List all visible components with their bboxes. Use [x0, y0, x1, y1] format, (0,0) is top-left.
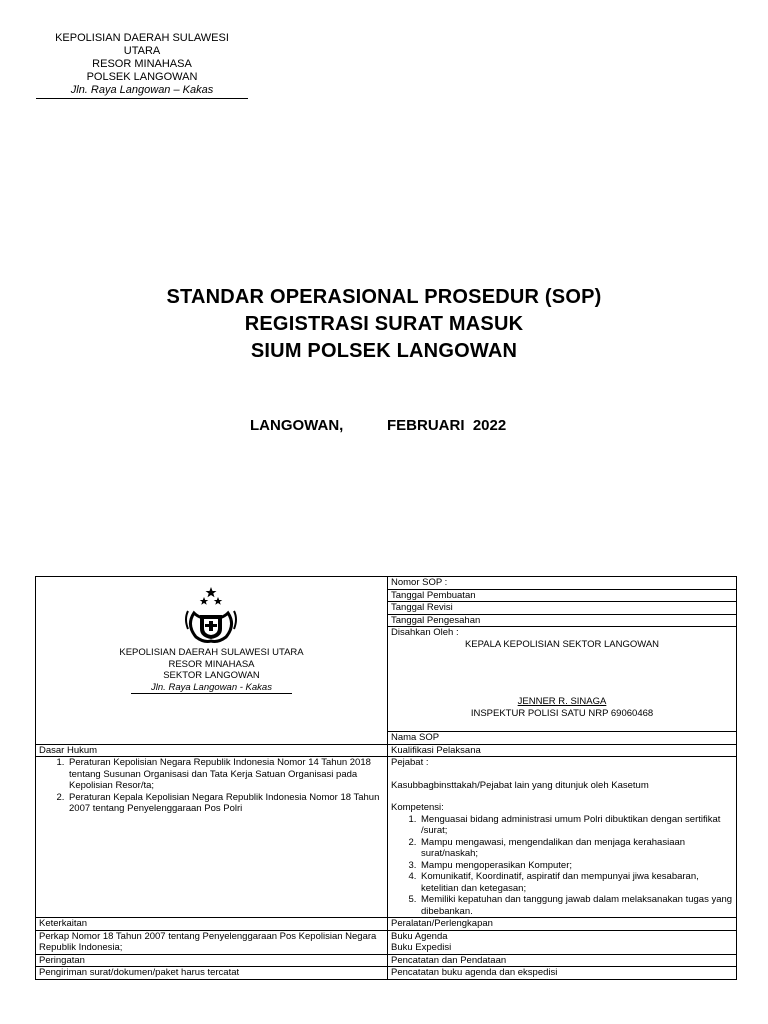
list-item: 4. Komunikatif, Koordinatif, aspiratif dan mempunyai jiwa kesabaran, ketelitian dan ketegasan; [419, 871, 733, 894]
peralatan-cell [388, 930, 737, 954]
nama-sop-cell: Nama SOP [388, 732, 737, 745]
pencatatan-buku-cell: Pencatatan buku agenda dan ekspedisi [388, 967, 737, 980]
dasar-hukum-list [39, 757, 384, 815]
org-header-cell [36, 577, 388, 745]
peralatan-header: Peralatan/Perlengkapan [388, 918, 737, 931]
sop-table [35, 576, 737, 980]
date-month-year: FEBRUARI 2022 [387, 417, 507, 434]
kapolsek-title: KEPALA KEPOLISIAN SEKTOR LANGOWAN [464, 638, 660, 650]
list-item: 1. Peraturan Kepolisian Negara Republik Indonesia Nomor 14 Tahun 2018 tentang Susunan Organisasi dan Tata Kerja Satuan Organisasi pada Kepolisian Resor/ta; [67, 757, 384, 792]
dasar-hukum-header: Dasar Hukum [36, 744, 388, 757]
org-line-3: SEKTOR LANGOWAN [163, 670, 260, 681]
title-line-2: REGISTRASI SURAT MASUK [244, 313, 524, 335]
disahkan-oleh-label: Disahkan Oleh : [391, 627, 459, 638]
tanggal-pengesahan-cell: Tanggal Pengesahan [388, 614, 737, 627]
kompetensi-list [391, 814, 733, 918]
letterhead [36, 32, 248, 99]
dasar-hukum-cell [36, 757, 388, 918]
buku-expedisi: Buku Expedisi [391, 942, 452, 953]
org-line-1: KEPOLISIAN DAERAH SULAWESI UTARA [119, 647, 304, 658]
signer-rank: INSPEKTUR POLISI SATU NRP 69060468 [470, 707, 654, 719]
polri-emblem-icon [176, 585, 246, 647]
kompetensi-label: Kompetensi: [391, 802, 444, 813]
list-item: 1. Menguasai bidang administrasi umum Polri dibuktikan dengan sertifikat /surat; [419, 814, 733, 837]
tanggal-revisi-cell: Tanggal Revisi [388, 602, 737, 615]
letterhead-line-1: KEPOLISIAN DAERAH SULAWESI UTARA [55, 32, 229, 57]
list-item: 5. Memiliki kepatuhan dan tanggung jawab dalam melaksanakan tugas yang dibebankan. [419, 894, 733, 917]
title-line-3: SIUM POLSEK LANGOWAN [250, 340, 518, 362]
document-title [0, 284, 768, 365]
list-item: 2. Peraturan Kepala Kepolisian Negara Republik Indonesia Nomor 18 Tahun 2007 tentang Penyelenggaraan Pos Polri [67, 792, 384, 815]
org-address: Jln. Raya Langowan - Kakas [131, 682, 292, 695]
list-item: 3. Mampu mengoperasikan Komputer; [419, 860, 733, 872]
pengiriman-cell: Pengiriman surat/dokumen/paket harus tercatat [36, 967, 388, 980]
letterhead-line-3: POLSEK LANGOWAN [86, 71, 198, 83]
kualifikasi-header: Kualifikasi Pelaksana [388, 744, 737, 757]
org-line-2: RESOR MINAHASA [168, 658, 255, 670]
signer-name: JENNER R. SINAGA [517, 696, 607, 707]
tanggal-pembuatan-cell: Tanggal Pembuatan [388, 589, 737, 602]
letterhead-address: Jln. Raya Langowan – Kakas [36, 84, 248, 99]
pencatatan-header: Pencatatan dan Pendataan [388, 954, 737, 967]
title-line-1: STANDAR OPERASIONAL PROSEDUR (SOP) [166, 286, 602, 308]
date-place: LANGOWAN, [250, 417, 344, 434]
disahkan-oleh-cell [388, 627, 737, 732]
list-item: 2. Mampu mengawasi, mengendalikan dan menjaga kerahasiaan surat/naskah; [419, 837, 733, 860]
letterhead-line-2: RESOR MINAHASA [92, 58, 192, 70]
keterkaitan-header: Keterkaitan [36, 918, 388, 931]
pejabat-label: Pejabat : [391, 757, 429, 768]
peringatan-header: Peringatan [36, 954, 388, 967]
kualifikasi-cell [388, 757, 737, 918]
nomor-sop-cell: Nomor SOP : [388, 577, 737, 590]
perkap-cell: Perkap Nomor 18 Tahun 2007 tentang Penyelenggaraan Pos Kepolisian Negara Republik Indonesia; [36, 930, 388, 954]
buku-agenda: Buku Agenda [391, 930, 448, 942]
pejabat-value: Kasubbagbinsttakah/Pejabat lain yang ditunjuk oleh Kasetum [391, 779, 649, 791]
